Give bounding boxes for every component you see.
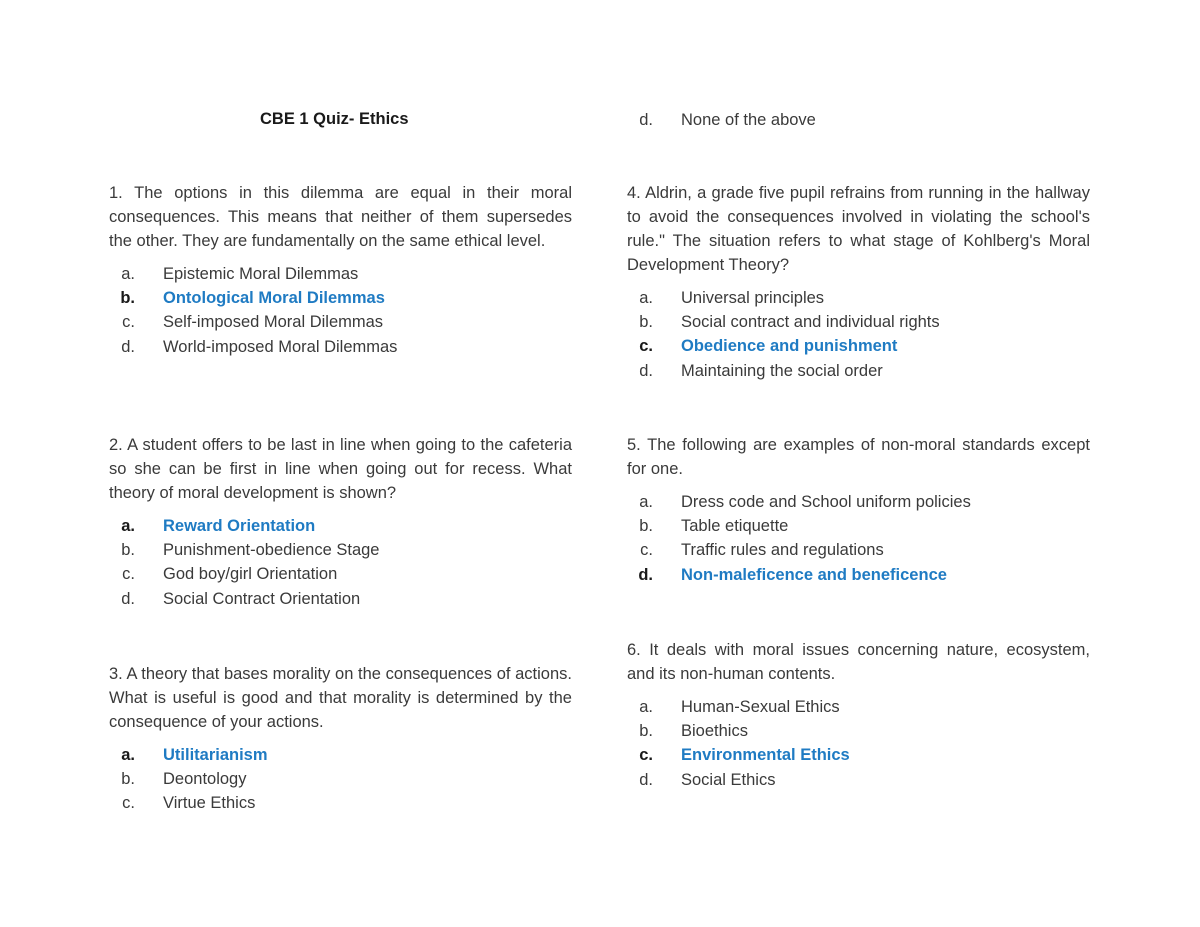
option-d [109, 335, 572, 359]
option-c [109, 310, 572, 334]
options-list [627, 490, 1090, 587]
option-text: Non-maleficence and beneficence [681, 565, 947, 584]
question-stem: 1. The options in this dilemma are equal in their moral consequences. This means that neither of them supersedes the other. They are fundamentally on the same ethical level. [109, 184, 572, 250]
option-text: Ontological Moral Dilemmas [163, 289, 385, 308]
option-letter: b. [121, 770, 135, 789]
options-list [627, 108, 1090, 132]
options-list [627, 286, 1090, 383]
option-letter: d. [121, 589, 135, 608]
option-d-correct [627, 563, 1090, 587]
option-letter: b. [639, 517, 653, 536]
option-letter: c. [640, 541, 653, 560]
option-letter: c. [122, 313, 135, 332]
option-text: Deontology [163, 770, 247, 789]
option-d [109, 587, 572, 611]
option-letter: d. [121, 337, 135, 356]
option-text: Table etiquette [681, 517, 789, 536]
option-letter: c. [639, 746, 653, 765]
option-text: Traffic rules and regulations [681, 541, 884, 560]
option-text: World-imposed Moral Dilemmas [163, 337, 398, 356]
option-a [109, 262, 572, 286]
option-text: Universal principles [681, 289, 825, 307]
option-letter: b. [121, 541, 135, 560]
option-d [627, 108, 1090, 132]
option-text: Dress code and School uniform policies [681, 493, 971, 511]
option-text: Social Contract Orientation [163, 589, 361, 608]
option-a-correct [109, 743, 572, 767]
option-a [627, 695, 1090, 719]
question-3 [109, 662, 572, 816]
option-b [109, 767, 572, 791]
question-stem: 2. A student offers to be last in line when going to the cafeteria so she can be first in line when going out for recess. What theory of moral development is shown? [109, 436, 572, 502]
options-list [109, 262, 572, 359]
option-letter: a. [121, 517, 135, 535]
options-list [109, 514, 572, 611]
option-letter: a. [121, 265, 135, 283]
question-3-continued [627, 108, 1090, 132]
option-text: Human-Sexual Ethics [681, 698, 840, 716]
option-letter: a. [639, 698, 653, 716]
option-text: Maintaining the social order [681, 361, 883, 380]
option-letter: b. [120, 289, 135, 308]
option-text: Social Ethics [681, 770, 776, 789]
option-d [627, 359, 1090, 383]
question-1 [109, 181, 572, 359]
option-letter: d. [639, 361, 653, 380]
option-text: Self-imposed Moral Dilemmas [163, 313, 384, 332]
question-stem: 4. Aldrin, a grade five pupil refrains from running in the hallway to avoid the consequences involved in violating the school's rule." The situation refers to what stage of Kohlberg's Moral Development Theory? [627, 184, 1090, 274]
option-c-correct [627, 334, 1090, 358]
option-letter: d. [638, 565, 653, 584]
option-letter: a. [121, 746, 135, 764]
option-d [627, 768, 1090, 792]
option-letter: a. [639, 493, 653, 511]
option-text: Utilitarianism [163, 746, 268, 764]
option-c [627, 538, 1090, 562]
option-a [627, 490, 1090, 514]
question-stem: 5. The following are examples of non-moral standards except for one. [627, 436, 1090, 478]
option-text: None of the above [681, 111, 816, 129]
quiz-title: CBE 1 Quiz- Ethics [260, 110, 409, 128]
option-c-correct [627, 743, 1090, 767]
option-letter: d. [639, 770, 653, 789]
option-letter: b. [639, 313, 653, 332]
question-6 [627, 638, 1090, 792]
option-text: Virtue Ethics [163, 794, 256, 813]
option-c [109, 562, 572, 586]
option-letter: c. [122, 565, 135, 584]
option-text: Reward Orientation [163, 517, 316, 535]
question-stem: 3. A theory that bases morality on the consequences of actions. What is useful is good and that morality is determined by the consequence of your actions. [109, 665, 572, 731]
option-text: Punishment-obedience Stage [163, 541, 380, 560]
option-b-correct [109, 286, 572, 310]
option-letter: b. [639, 722, 653, 741]
options-list [109, 743, 572, 816]
option-a [627, 286, 1090, 310]
question-2 [109, 433, 572, 611]
option-letter: a. [639, 289, 653, 307]
options-list [627, 695, 1090, 792]
option-letter: c. [639, 337, 653, 356]
option-text: Environmental Ethics [681, 746, 850, 765]
question-5 [627, 433, 1090, 587]
question-4 [627, 181, 1090, 383]
option-letter: d. [639, 111, 653, 129]
option-text: Obedience and punishment [681, 337, 898, 356]
option-text: God boy/girl Orientation [163, 565, 338, 584]
option-letter: c. [122, 794, 135, 813]
question-stem: 6. It deals with moral issues concerning nature, ecosystem, and its non-human contents. [627, 641, 1090, 683]
option-c [109, 791, 572, 815]
option-text: Social contract and individual rights [681, 313, 940, 332]
option-b [627, 719, 1090, 743]
option-b [109, 538, 572, 562]
option-b [627, 310, 1090, 334]
option-a-correct [109, 514, 572, 538]
option-text: Bioethics [681, 722, 748, 741]
option-text: Epistemic Moral Dilemmas [163, 265, 359, 283]
option-b [627, 514, 1090, 538]
